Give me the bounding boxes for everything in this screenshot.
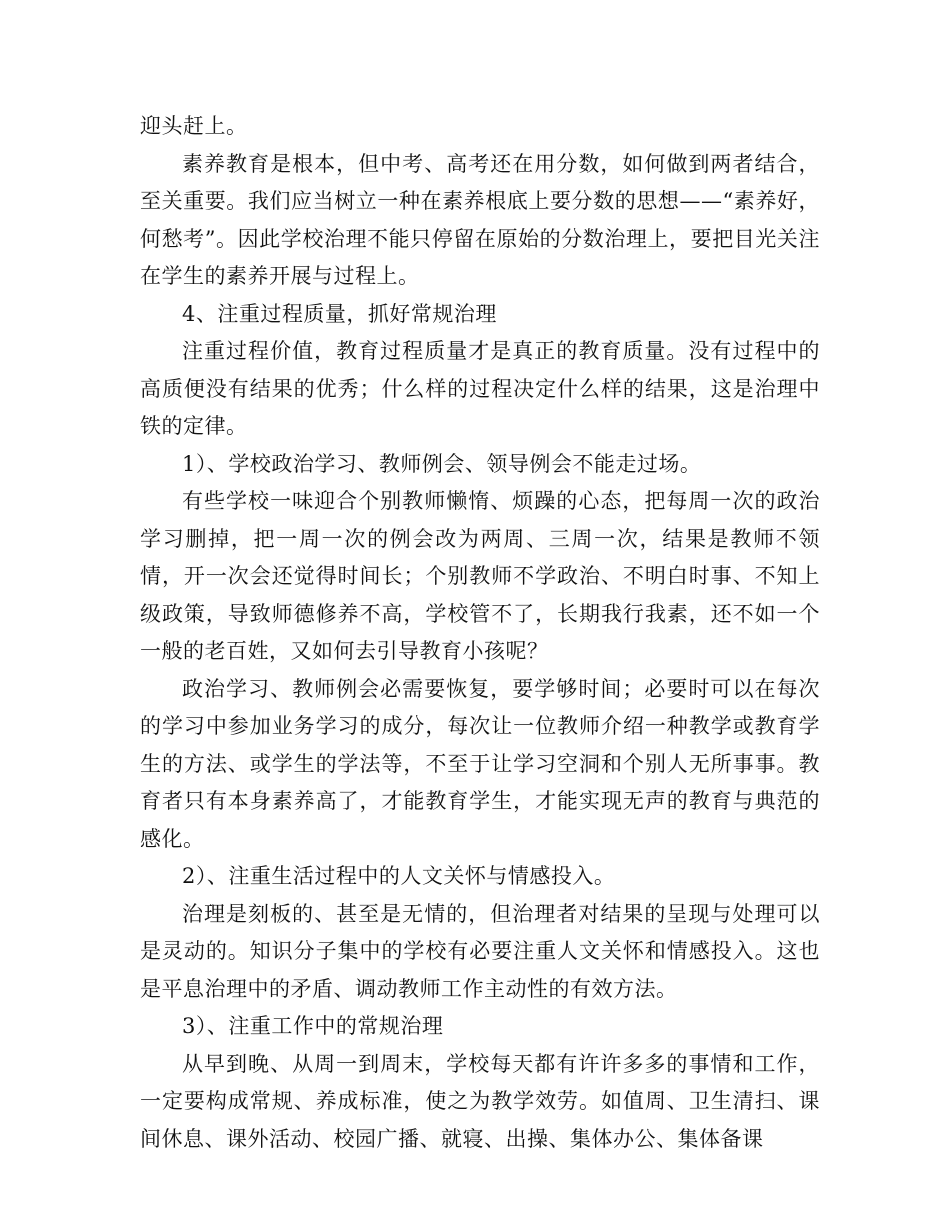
paragraph-meetings: 有些学校一味迎合个别教师懒惰、烦躁的心态，把每周一次的政治学习删掉，把一周一次的例会改为两周、三周一次，结果是教师不领情，开一次会还觉得时间长；个别教师不学政治、不明白时事、不知上级政策，导致师德修养不高，学校管不了，长期我行我素，还不如一个一般的老百姓，又如何去引导教育小孩呢？ <box>140 489 820 663</box>
paragraph-routine-management: 从早到晚、从周一到周末，学校每天都有许许多多的事情和工作，一定要构成常规、养成标准，使之为教学效劳。如值周、卫生清扫、课间休息、课外活动、校园广播、就寝、出操、集体办公、集体备课 <box>140 1051 820 1151</box>
paragraph-quality-education: 素养教育是根本，但中考、高考还在用分数，如何做到两者结合，至关重要。我们应当树立一种在素养根底上要分数的思想——“素养好，何愁考”。因此学校治理不能只停留在原始的分数治理上，要把目光关注在学生的素养开展与过程上。 <box>140 151 820 288</box>
subheading-2: 2）、注重生活过程中的人文关怀与情感投入。 <box>182 864 616 888</box>
section-heading-4: 4、注重过程质量，抓好常规治理 <box>182 301 497 326</box>
paragraph-humanistic-care: 治理是刻板的、甚至是无情的，但治理者对结果的呈现与处理可以是灵动的。知识分子集中的学校有必要注重人文关怀和情感投入。这也是平息治理中的矛盾、调动教师工作主动性的有效方法。 <box>140 901 820 1001</box>
subheading-1: 1）、学校政治学习、教师例会、领导例会不能走过场。 <box>182 451 702 476</box>
paragraph-process-value: 注重过程价值，教育过程质量才是真正的教育质量。没有过程中的高质便没有结果的优秀；什么样的过程决定什么样的结果，这是治理中铁的定律。 <box>140 339 820 438</box>
paragraph-restore-study: 政治学习、教师例会必需要恢复，要学够时间；必要时可以在每次的学习中参加业务学习的成分，每次让一位教师介绍一种教学或教育学生的方法、或学生的学法等，不至于让学习空洞和个别人无所事事。教育者只有本身素养高了，才能教育学生，才能实现无声的教育与典范的感化。 <box>140 676 820 851</box>
paragraph-continuation: 迎头赶上。 <box>140 114 248 138</box>
document-body <box>140 108 820 1158</box>
subheading-3: 3）、注重工作中的常规治理 <box>182 1014 444 1038</box>
